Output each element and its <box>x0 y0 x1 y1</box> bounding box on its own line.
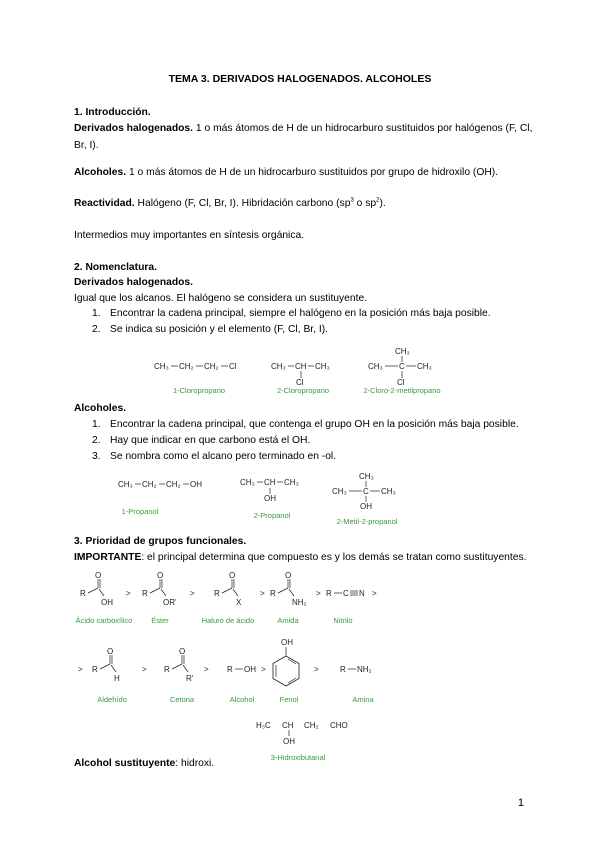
svg-text:CHO: CHO <box>330 721 348 730</box>
priority-heading: 3. Prioridad de grupos funcionales. <box>74 536 247 547</box>
hydroxybutanal-structure <box>248 714 368 766</box>
halo-label-1: 1-Cloropropano <box>172 386 226 395</box>
svg-text:>: > <box>261 665 266 674</box>
svg-text:>: > <box>372 589 377 598</box>
reactivity <box>74 198 386 209</box>
svg-text:>: > <box>142 665 147 674</box>
svg-text:OH: OH <box>281 638 293 647</box>
fg-label: Éster <box>151 616 169 625</box>
nomen-heading: 2. Nomenclatura. <box>74 262 157 273</box>
svg-text:O: O <box>285 571 292 580</box>
svg-text:>: > <box>190 589 195 598</box>
svg-text:OH: OH <box>283 737 295 746</box>
alc-label: Alcoholes. <box>74 167 127 178</box>
svg-text:Cl: Cl <box>397 378 405 387</box>
alc-label-2: 2-Propanol <box>253 511 291 520</box>
list-number: 2. <box>92 435 101 446</box>
deriv-text: 1 o más átomos de H de un hidrocarburo sustituidos por halógenos (F, Cl, Br, I). <box>74 123 533 151</box>
svg-text:>: > <box>316 589 321 598</box>
list-number: 3. <box>92 451 101 462</box>
structure-1-propanol <box>118 480 202 489</box>
svg-text:CH₃: CH₃ <box>417 362 432 371</box>
deriv-label: Derivados halogenados. <box>74 123 194 134</box>
sust-label: Alcohol sustituyente <box>74 758 176 769</box>
important-text: : el principal determina que compuesto es y los demás se tratan como sustituyentes. <box>141 552 527 563</box>
structure-2-methyl-2-propanol <box>332 472 396 511</box>
alc-text: 1 o más átomos de H de un hidrocarburo sustituidos por grupo de hidroxilo (OH). <box>126 167 499 178</box>
react-text-a: Halógeno (F, Cl, Br, I). Hibridación carbono (sp <box>134 198 351 209</box>
list-item <box>0 451 600 465</box>
svg-text:X: X <box>236 598 242 607</box>
alc-label-3: 2-Metil-2-propanol <box>336 517 398 526</box>
svg-text:C: C <box>399 362 405 371</box>
deriv-intro: Igual que los alcanos. El halógeno se considera un sustituyente. <box>74 293 368 304</box>
svg-text:R: R <box>142 589 148 598</box>
svg-text:O: O <box>95 571 102 580</box>
fg-label: Fenol <box>279 695 299 704</box>
list-number: 1. <box>92 308 101 319</box>
halo-label-3: 2-Cloro-2-metilpropano <box>363 386 441 395</box>
ketone-structure <box>164 647 194 683</box>
fg-label: Alcohol <box>229 695 255 704</box>
svg-text:R: R <box>227 665 233 674</box>
svg-text:CH₃: CH₃ <box>315 362 330 371</box>
svg-text:CH: CH <box>264 478 276 487</box>
svg-text:>: > <box>204 665 209 674</box>
list-item <box>0 324 600 338</box>
svg-text:CH₂: CH₂ <box>179 362 194 371</box>
sp3-sup: 3 <box>350 197 354 204</box>
svg-text:Cl: Cl <box>229 362 237 371</box>
svg-text:CH₃: CH₃ <box>332 487 347 496</box>
svg-text:CH₃: CH₃ <box>240 478 255 487</box>
deriv-subheading: Derivados halogenados. <box>74 277 194 288</box>
functional-groups-row-1 <box>70 568 390 628</box>
svg-text:CH₃: CH₃ <box>368 362 383 371</box>
important-note <box>74 552 527 563</box>
svg-text:CH₃: CH₃ <box>284 478 299 487</box>
page-number: 1 <box>517 797 524 809</box>
svg-text:>: > <box>78 665 83 674</box>
svg-text:CH₃: CH₃ <box>381 487 396 496</box>
svg-text:Cl: Cl <box>296 378 304 387</box>
list-item <box>0 419 600 433</box>
list-number: 2. <box>92 324 101 335</box>
functional-groups-row-2 <box>70 636 390 708</box>
svg-text:N: N <box>359 589 365 598</box>
list-text: Se indica su posición y el elemento (F, Cl, Br, I). <box>110 324 329 335</box>
intro-heading: 1. Introducción. <box>74 107 151 118</box>
svg-text:>: > <box>260 589 265 598</box>
alc-label-1: 1-Propanol <box>121 507 159 516</box>
svg-text:O: O <box>157 571 164 580</box>
fg-label: Nitrilo <box>333 616 353 625</box>
svg-text:R: R <box>80 589 86 598</box>
svg-text:CH₃: CH₃ <box>395 347 410 356</box>
svg-text:O: O <box>229 571 236 580</box>
svg-text:>: > <box>314 665 319 674</box>
svg-text:CH₃: CH₃ <box>271 362 286 371</box>
svg-text:O: O <box>179 647 186 656</box>
fg-label: Ácido carboxílico <box>75 616 133 625</box>
structure-2-propanol <box>240 478 299 503</box>
halo-structures-figure <box>140 342 460 398</box>
svg-text:C: C <box>343 589 349 598</box>
list-number: 1. <box>92 419 101 430</box>
alc-subheading: Alcoholes. <box>74 403 127 414</box>
svg-text:R: R <box>214 589 220 598</box>
alcohol-substituent-note <box>74 758 214 769</box>
svg-text:CH₃: CH₃ <box>359 472 374 481</box>
svg-text:OH: OH <box>190 480 202 489</box>
fg-label: Cetona <box>169 695 195 704</box>
svg-text:CH₂: CH₂ <box>142 480 157 489</box>
svg-text:OH: OH <box>101 598 113 607</box>
svg-text:CH₃: CH₃ <box>118 480 133 489</box>
sp2-sup: 2 <box>376 197 380 204</box>
svg-text:H: H <box>114 674 120 683</box>
nitrile-structure <box>326 589 365 598</box>
svg-text:H₃C: H₃C <box>256 721 271 730</box>
react-text-c: ). <box>379 198 386 209</box>
list-text: Hay que indicar en que carbono está el OH. <box>110 435 311 446</box>
svg-text:R: R <box>326 589 332 598</box>
alcohol-structure <box>227 665 256 674</box>
svg-text:R: R <box>92 665 98 674</box>
svg-text:OR': OR' <box>163 598 177 607</box>
svg-text:CH₂: CH₂ <box>204 362 219 371</box>
intermediates-note: Intermedios muy importantes en síntesis orgánica. <box>74 230 305 241</box>
structure-1-chloropropane <box>154 362 237 371</box>
structure-2-chloro-2-methylpropane <box>368 347 432 387</box>
svg-text:OH: OH <box>244 665 256 674</box>
list-text: Se nombra como el alcano pero terminado en -ol. <box>110 451 337 462</box>
alc-definition <box>74 167 498 178</box>
phenol-structure <box>273 638 299 686</box>
fg-label: Aldehído <box>97 695 127 704</box>
fg-label: Amina <box>352 695 374 704</box>
carboxylic-acid-structure <box>80 571 113 607</box>
react-text-b: o sp <box>353 198 377 209</box>
fg-label: Haluro de ácido <box>201 616 255 625</box>
list-text: Encontrar la cadena principal, siempre el halógeno en la posición más baja posible. <box>110 308 491 319</box>
svg-text:R: R <box>340 665 346 674</box>
react-label: Reactividad. <box>74 198 135 209</box>
halo-label-2: 2-Cloropropano <box>276 386 330 395</box>
svg-text:R: R <box>164 665 170 674</box>
acid-halide-structure <box>214 571 242 607</box>
svg-text:NH₂: NH₂ <box>292 598 307 607</box>
svg-text:CH: CH <box>282 721 294 730</box>
svg-text:OH: OH <box>360 502 372 511</box>
fg-label: Amida <box>277 616 299 625</box>
svg-text:CH₃: CH₃ <box>154 362 169 371</box>
ester-structure <box>142 571 177 607</box>
svg-text:CH₂: CH₂ <box>166 480 181 489</box>
svg-text:R': R' <box>186 674 194 683</box>
list-text: Encontrar la cadena principal, que contenga el grupo OH en la posición más baja posible. <box>110 419 519 430</box>
amine-structure <box>340 665 372 674</box>
amide-structure <box>270 571 307 607</box>
important-label: IMPORTANTE <box>74 552 142 563</box>
aldehyde-structure <box>92 647 120 683</box>
alcohol-structures-figure <box>110 468 430 530</box>
sust-text: : hidroxi. <box>175 758 215 769</box>
list-item <box>0 435 600 449</box>
svg-text:CH: CH <box>295 362 307 371</box>
svg-text:CH₂: CH₂ <box>304 721 319 730</box>
svg-text:C: C <box>363 487 369 496</box>
svg-text:R: R <box>270 589 276 598</box>
deriv-definition <box>74 120 534 154</box>
svg-text:OH: OH <box>264 494 276 503</box>
example-label: 3-Hidroxibutanal <box>270 753 326 762</box>
list-item <box>0 308 600 322</box>
svg-text:O: O <box>107 647 114 656</box>
svg-text:>: > <box>126 589 131 598</box>
svg-text:NH₂: NH₂ <box>357 665 372 674</box>
structure-2-chloropropane <box>271 362 330 387</box>
page-title: TEMA 3. DERIVADOS HALOGENADOS. ALCOHOLES <box>168 73 432 85</box>
